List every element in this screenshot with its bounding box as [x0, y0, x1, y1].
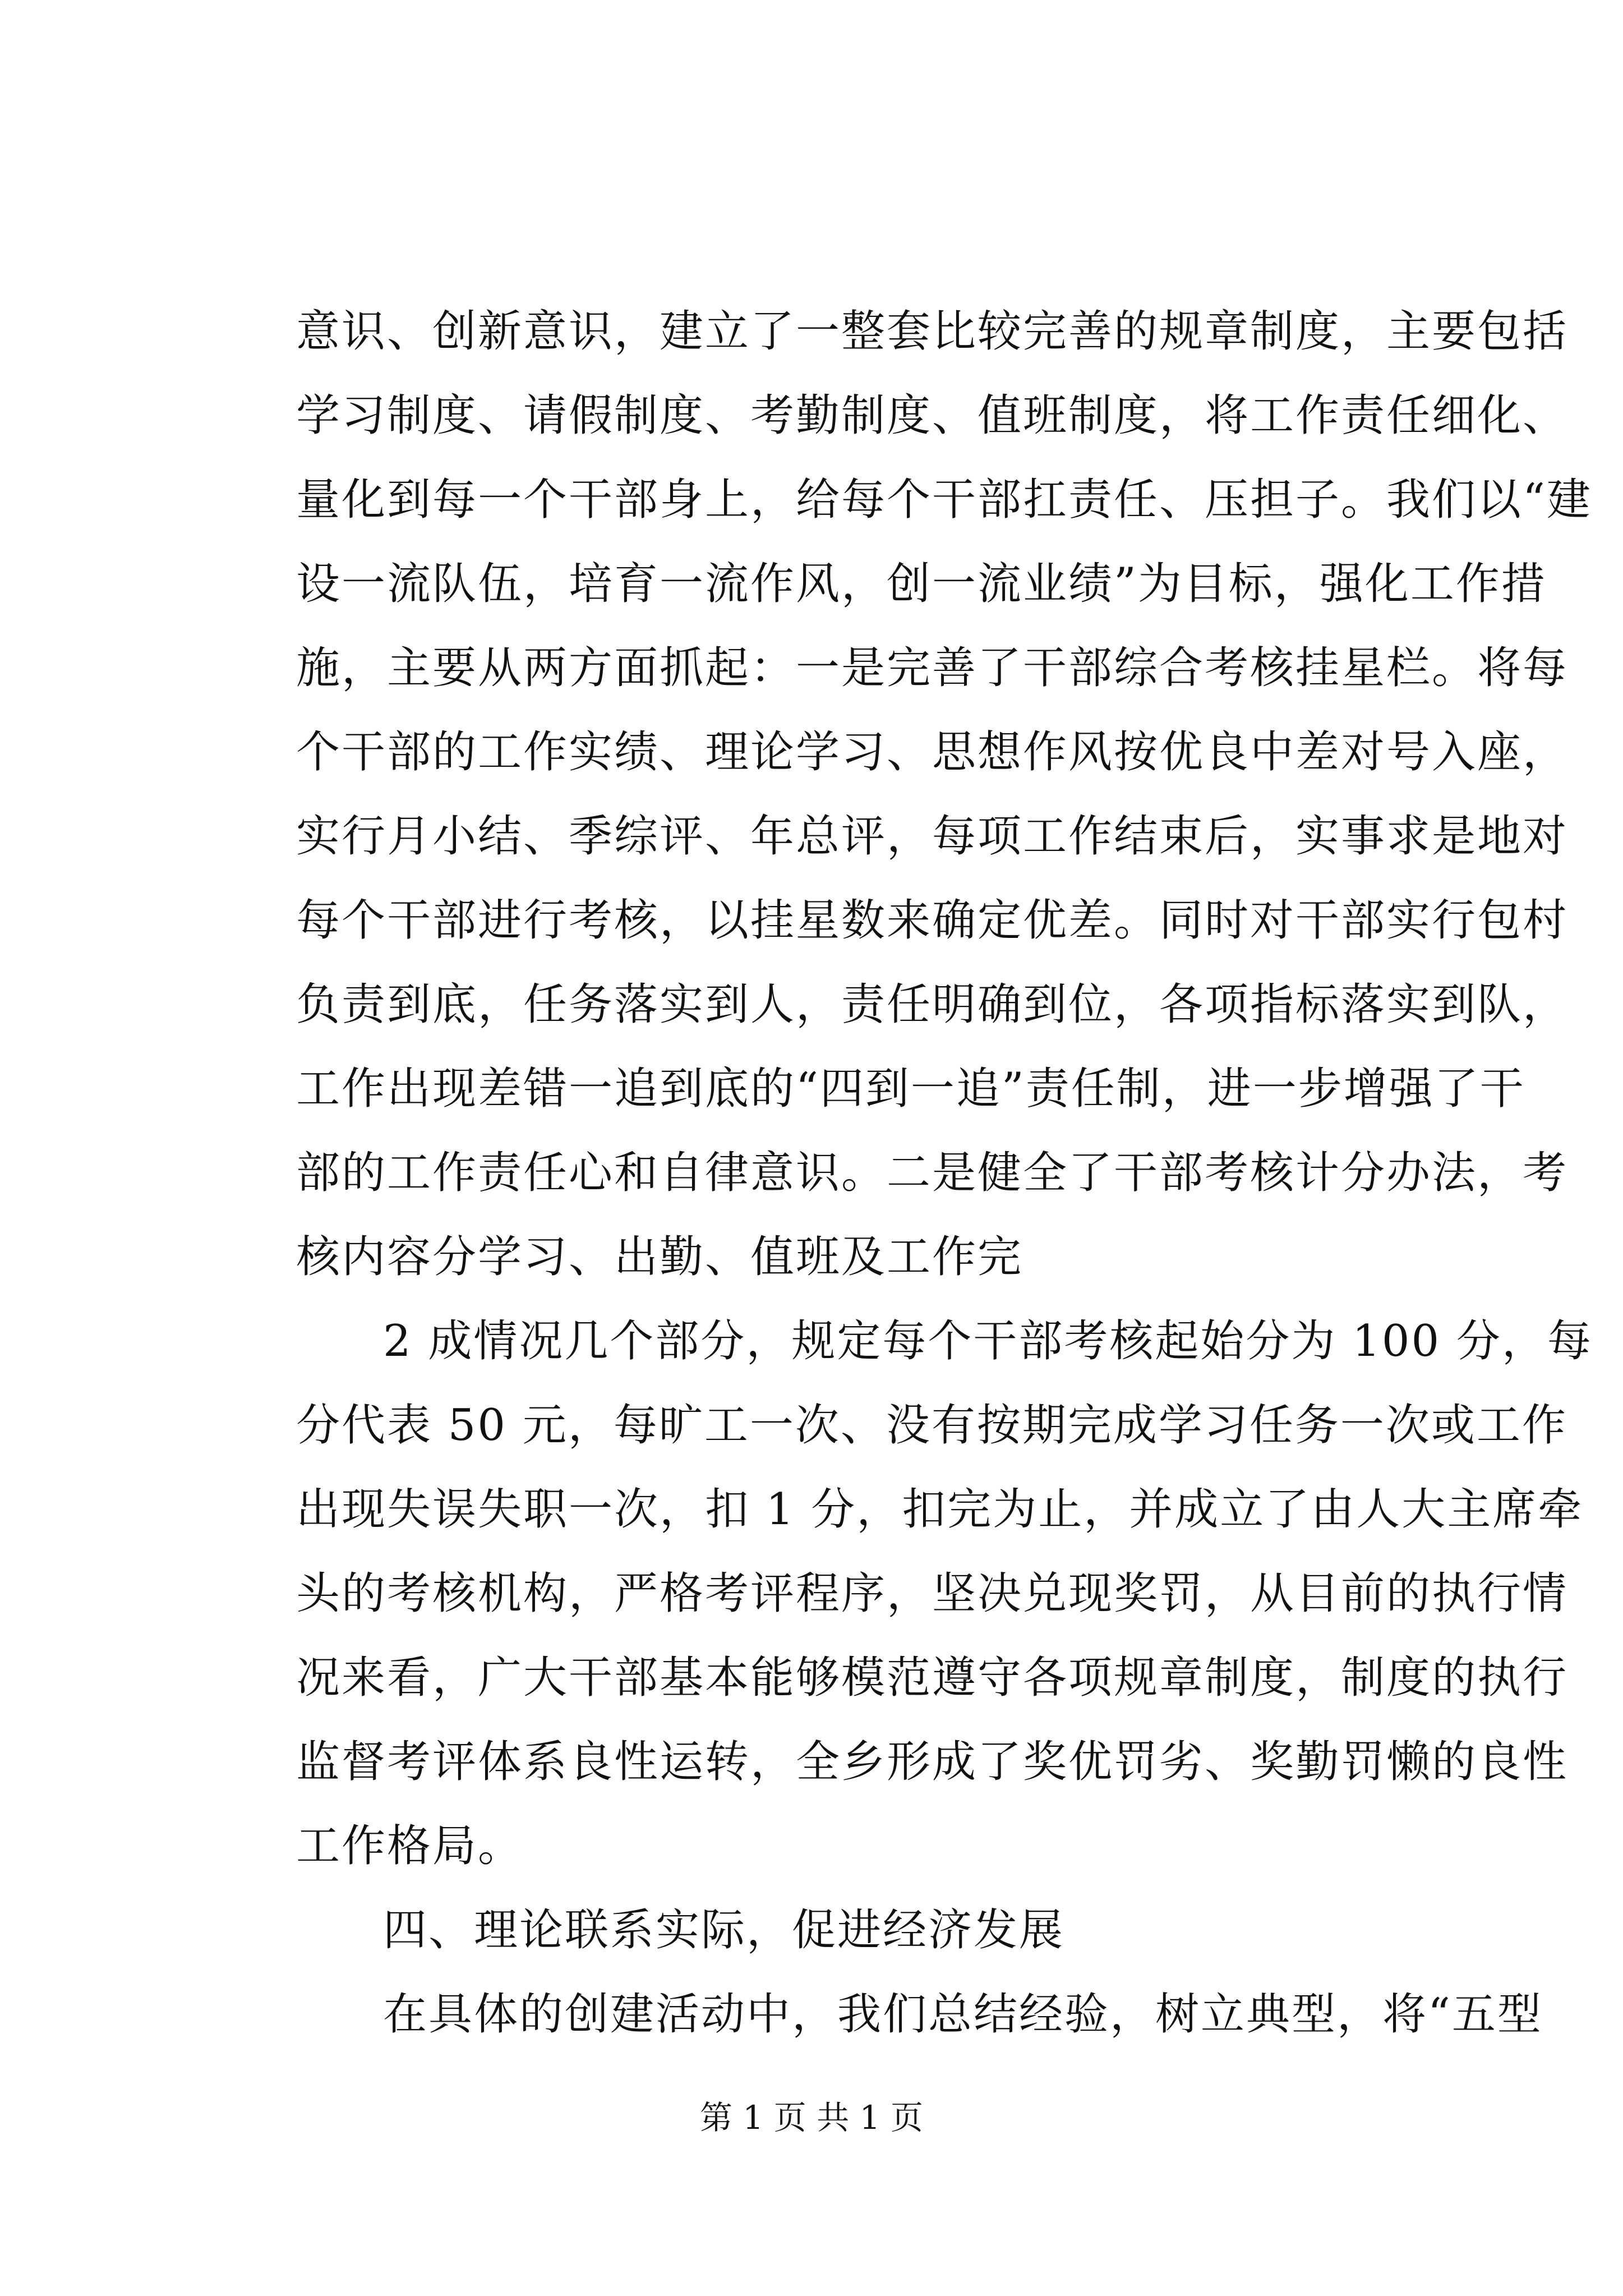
section-heading: 四、理论联系实际，促进经济发展: [383, 1905, 1065, 1955]
text-line: 学习制度、请假制度、考勤制度、值班制度，将工作责任细化、: [296, 390, 1569, 441]
text-line: 每个干部进行考核，以挂星数来确定优差。同时对干部实行包村: [296, 895, 1569, 946]
page-footer: 第 1 页 共 1 页: [700, 2099, 923, 2137]
text-line: 个干部的工作实绩、理论学习、思想作风按优良中差对号入座，: [296, 727, 1569, 777]
text-line: 施，主要从两方面抓起：一是完善了干部综合考核挂星栏。将每: [296, 643, 1569, 693]
text-line: 意识、创新意识，建立了一整套比较完善的规章制度，主要包括: [296, 306, 1569, 357]
text-line: 监督考评体系良性运转，全乡形成了奖优罚劣、奖勤罚懒的良性: [296, 1737, 1569, 1787]
text-line: 工作格局。: [296, 1821, 524, 1871]
text-line: 量化到每一个干部身上，给每个干部扛责任、压担子。我们以“建: [296, 475, 1592, 525]
text-line: 出现失误失职一次，扣 1 分，扣完为止，并成立了由人大主席牵: [296, 1484, 1584, 1535]
text-line: 核内容分学习、出勤、值班及工作完: [296, 1232, 1023, 1282]
text-line: 头的考核机构，严格考评程序，坚决兑现奖罚，从目前的执行情: [296, 1568, 1569, 1619]
text-line: 设一流队伍，培育一流作风，创一流业绩”为目标，强化工作措: [296, 559, 1547, 609]
paragraph-first-line: 2 成情况几个部分，规定每个干部考核起始分为 100 分，每: [383, 1316, 1593, 1366]
text-line: 工作出现差错一追到底的“四到一追”责任制，进一步增强了干: [296, 1064, 1525, 1114]
text-line: 况来看，广大干部基本能够模范遵守各项规章制度，制度的执行: [296, 1653, 1569, 1703]
text-line: 负责到底，任务落实到人，责任明确到位，各项指标落实到队，: [296, 979, 1569, 1030]
paragraph-first-line: 在具体的创建活动中，我们总结经验，树立典型，将“五型: [383, 1989, 1543, 2040]
text-line: 部的工作责任心和自律意识。二是健全了干部考核计分办法，考: [296, 1148, 1569, 1198]
text-line: 分代表 50 元，每旷工一次、没有按期完成学习任务一次或工作: [296, 1400, 1567, 1451]
text-line: 实行月小结、季综评、年总评，每项工作结束后，实事求是地对: [296, 811, 1569, 862]
